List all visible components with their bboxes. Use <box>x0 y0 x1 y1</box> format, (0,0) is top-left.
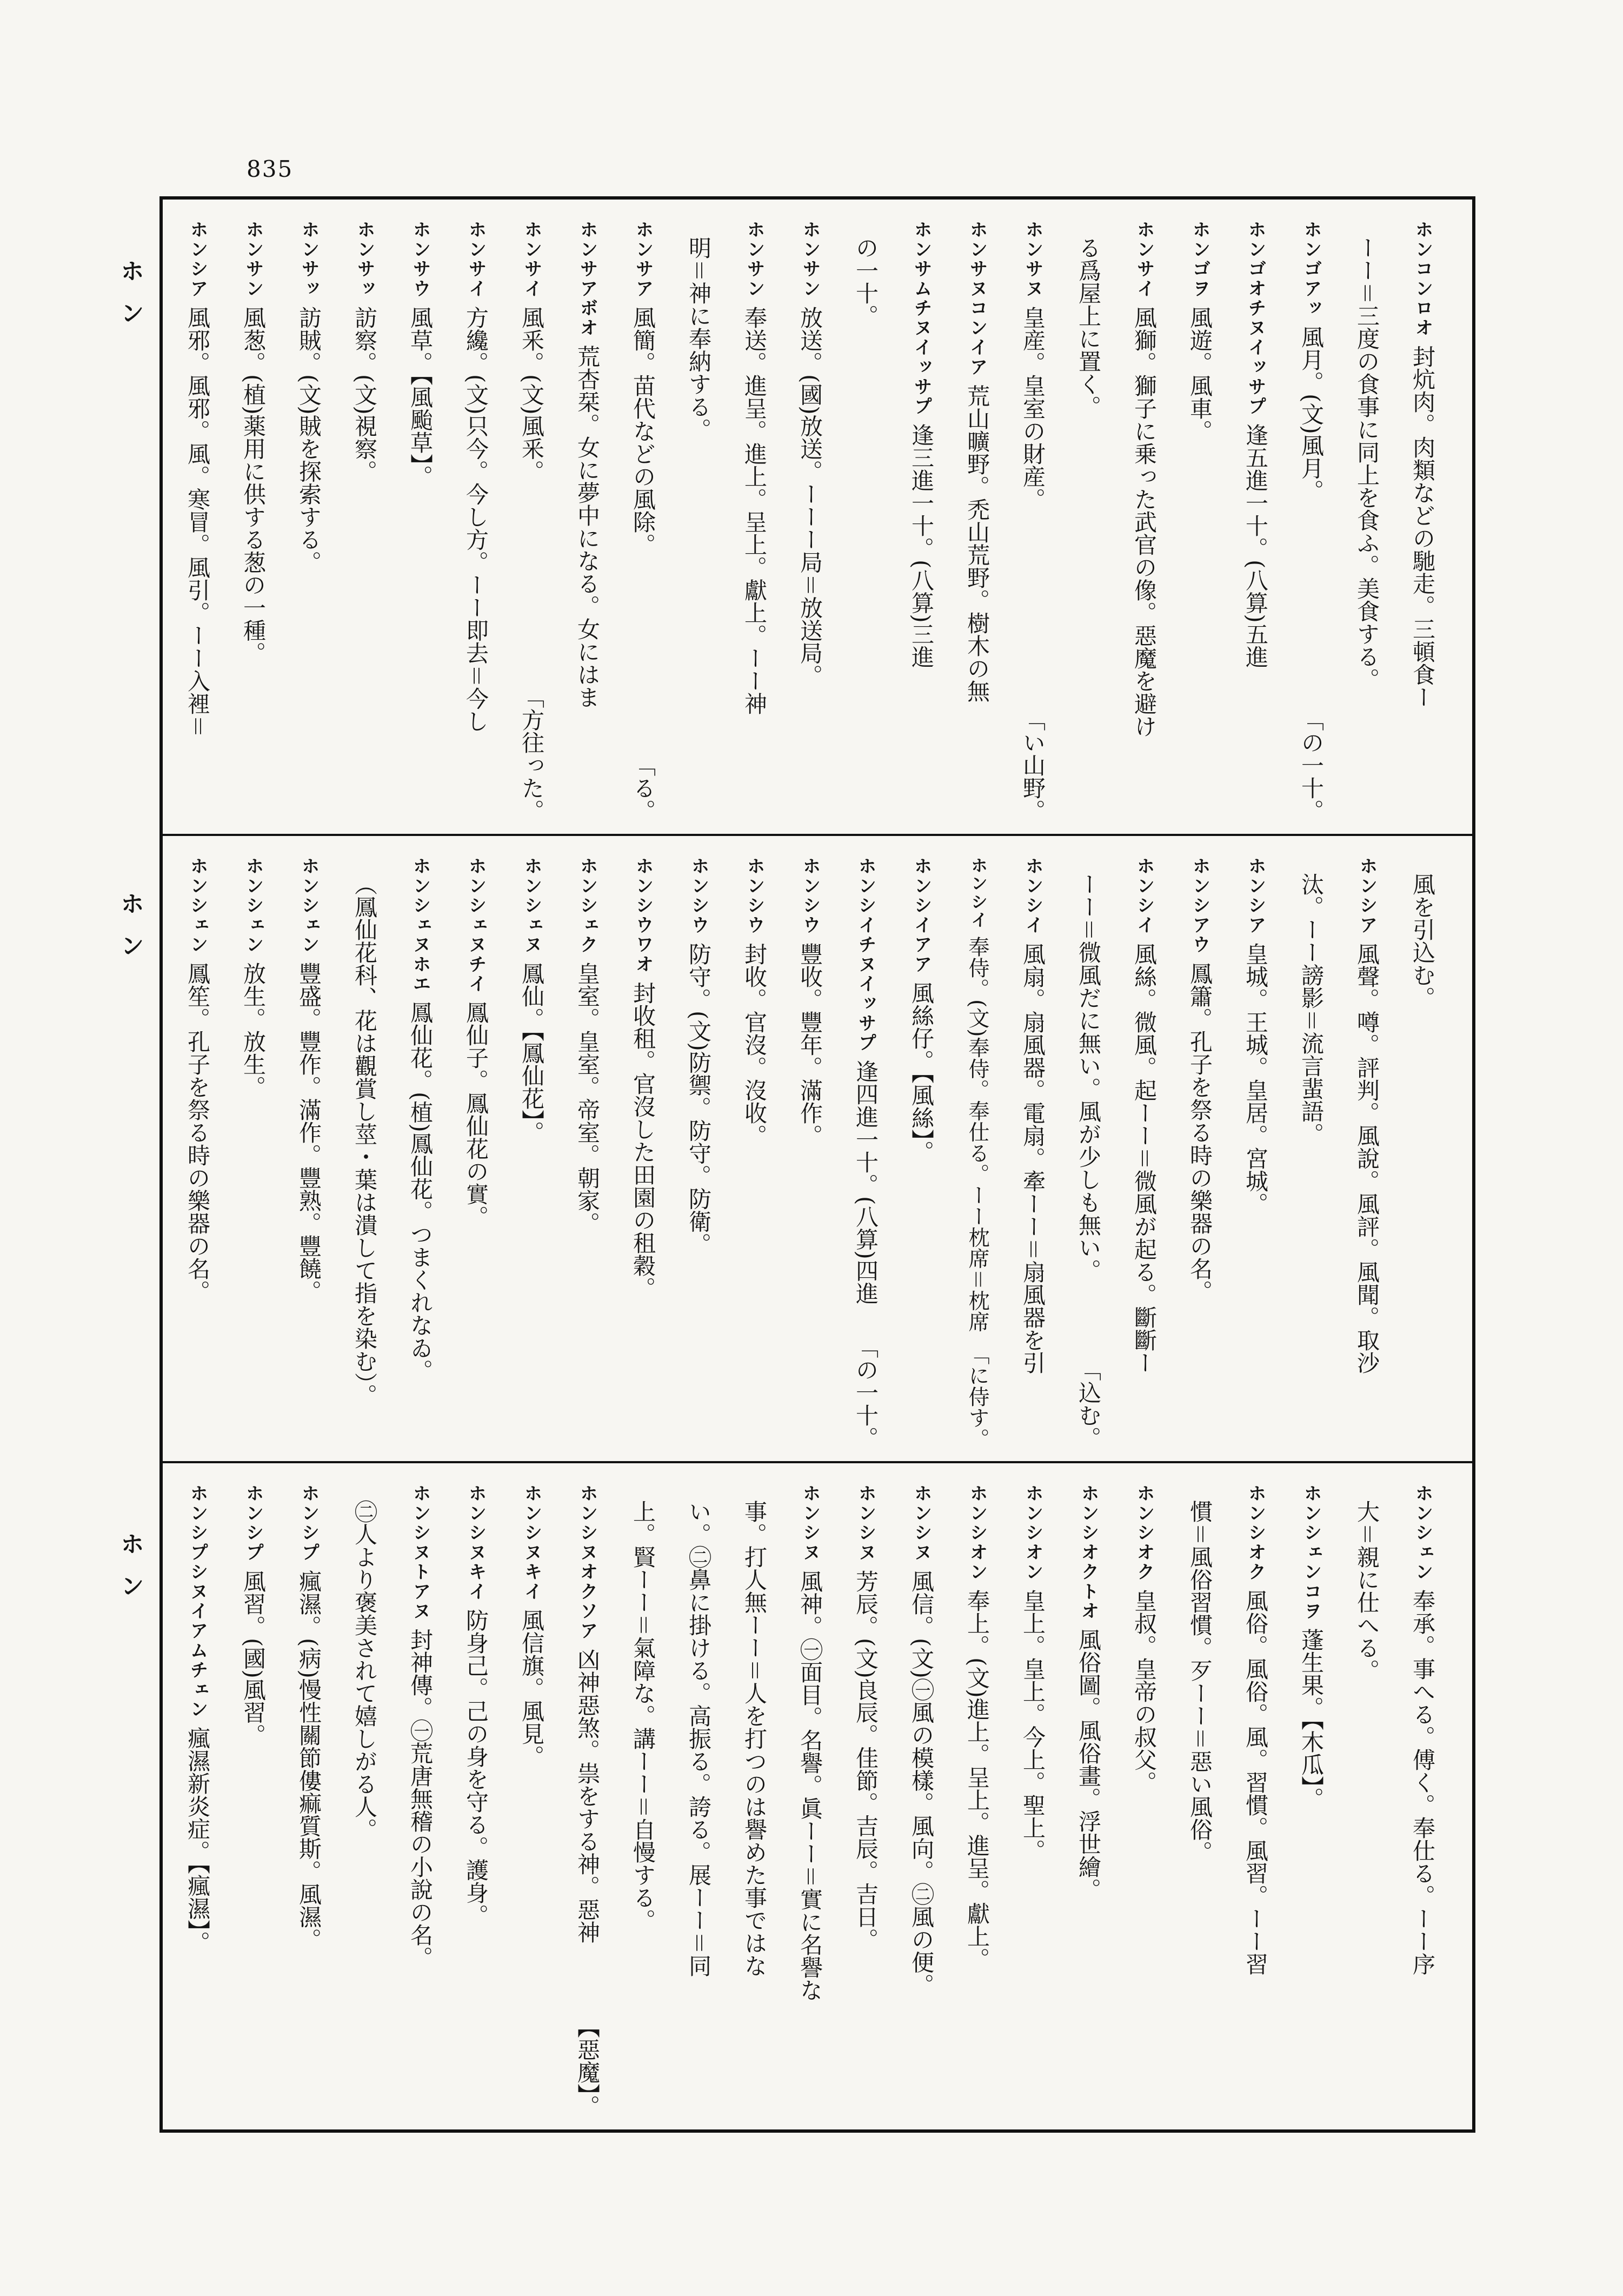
definition-text: 風草。【風颱草】。 <box>407 306 434 488</box>
entry-column <box>1005 1484 1061 2118</box>
definition-text: 風聲。噂。評判。風說。風評。風聞。取沙 <box>1354 942 1380 1374</box>
definition-text: 皇産。皇室の財産。 <box>1020 306 1046 510</box>
definition-text: 封炕肉。肉類などの馳走。三頓食ー <box>1409 345 1436 709</box>
headword: ホンシヌ <box>911 1484 933 1563</box>
entry-column <box>560 1484 615 2118</box>
entry-column <box>1339 857 1395 1449</box>
definition-text: 瘋濕新炎症。【瘋濕】。 <box>184 1726 211 1954</box>
definition-text: 放送。(國)放送。ーーー局＝放送局。 <box>797 306 823 687</box>
entry-column <box>281 857 337 1449</box>
headword: ホンシヌキイ <box>465 1484 487 1602</box>
definition-text: 風俗。風俗。風。習慣。風習。ーー習 <box>1242 1589 1269 1975</box>
entry-column <box>838 1484 894 2118</box>
definition-text: 風葱。(植)薬用に供する葱の一種。 <box>240 306 267 665</box>
definition-text: ーー＝微風だに無い。風が少しも無い。 <box>1075 873 1102 1282</box>
definition-text: 事。打人無ーー＝人を打つのは譽めた事ではな <box>741 1500 768 1978</box>
continuation-column <box>838 220 894 822</box>
headword: ホンシプ <box>243 1484 264 1563</box>
entry-column <box>170 1484 225 2118</box>
definition-text: ーー＝三度の食事に同上を食ふ。美食する。 <box>1354 236 1380 691</box>
headword: ホンシオン <box>1022 1484 1044 1582</box>
headword: ホンシェン <box>243 857 264 955</box>
continuation-column <box>337 857 393 1449</box>
headword: ホンサムチヌイッサプ <box>911 220 933 416</box>
thumb-index-label: ホン <box>116 891 144 976</box>
overflow-text: 「の一十。 <box>853 1336 879 1449</box>
headword: ホンシェク <box>577 857 598 955</box>
definition-text: 風を引込む。 <box>1409 873 1436 1009</box>
definition-text: 奉送。進呈。進上。呈上。獻上。ーー神 <box>741 306 768 715</box>
entry-column <box>1061 1484 1116 2118</box>
entry-column <box>560 220 615 822</box>
overflow-text: 【惡魔】。 <box>574 2015 601 2118</box>
entry-column <box>727 857 782 1449</box>
entry-column <box>1116 220 1172 822</box>
headword: ホンシイアア <box>911 857 933 974</box>
definition-text: 風絲。微風。起ーー＝微風が起る。斷斷ー <box>1131 942 1158 1374</box>
thumb-index-label: ホン <box>116 258 144 343</box>
entry-column <box>949 1484 1005 2118</box>
definition-text: 皇上。皇上。今上。聖上。 <box>1020 1589 1046 1862</box>
headword: ホンシェン <box>187 857 209 955</box>
entry-column <box>560 857 615 1449</box>
headword: ホンシア <box>1356 857 1378 935</box>
definition-text: 風遊。風車。 <box>1187 306 1213 442</box>
entry-column <box>225 857 281 1449</box>
entry-column <box>448 220 504 822</box>
entry-column <box>337 220 393 822</box>
entry-column <box>281 220 337 822</box>
definition-text: 鳳笙。孔子を祭る時の樂器の名。 <box>184 961 211 1303</box>
tier-middle <box>163 834 1472 1461</box>
thumb-index-label: ホン <box>116 1531 144 1616</box>
definition-text: 逢四進一十。(八算)四進 <box>853 1060 879 1305</box>
definition-text: 訪察。(文)視察。 <box>351 306 378 483</box>
dictionary-frame <box>159 196 1475 2133</box>
definition-text: 奉侍。(文)奉侍。奉仕る。ーー枕席＝枕席 <box>965 936 989 1332</box>
definition-text: い。㊁鼻に掛ける。高振る。誇る。展ーー＝同 <box>686 1500 712 1978</box>
definition-text: 奉承。事へる。傅く。奉仕る。ーー序 <box>1409 1589 1436 1975</box>
definition-text: 明＝神に奉納する。 <box>686 236 712 441</box>
definition-text: 汰。ーー謗影＝流言蜚語。 <box>1298 873 1325 1146</box>
continuation-column <box>671 220 727 822</box>
continuation-column <box>671 1484 727 2118</box>
headword: ホンサア <box>633 220 654 299</box>
definition-text: 皇城。王城。皇居。宮城。 <box>1242 942 1269 1215</box>
tier-top <box>163 200 1472 834</box>
definition-text: 豐收。豐年。滿作。 <box>797 942 823 1147</box>
definition-text: 風神。㊀面目。名譽。眞ーー＝實に名譽な <box>797 1569 823 2001</box>
entry-column <box>448 857 504 1449</box>
definition-text: 上。賢ーー＝氣障な。講ーー＝自慢する。 <box>630 1500 656 1932</box>
headword: ホンシェヌ <box>521 857 543 955</box>
entry-column <box>894 857 949 1449</box>
headword: ホンシェンコヲ <box>1301 1484 1322 1621</box>
definition-text: 方纔。(文)只今。今し方。ーー即去＝今し <box>463 306 489 733</box>
headword: ホンサッ <box>298 220 320 299</box>
headword: ホンシア <box>187 220 209 299</box>
entry-column <box>393 857 448 1449</box>
entry-column <box>1116 857 1172 1449</box>
entry-column <box>782 1484 838 2118</box>
headword: ホンコンロオ <box>1412 220 1434 338</box>
entry-column <box>170 857 225 1449</box>
definition-text: 芳辰。(文)良辰。佳節。吉辰。吉日。 <box>853 1569 879 1951</box>
headword: ホンシェヌチイ <box>465 857 487 994</box>
entry-column <box>615 220 671 822</box>
definition-text: 凶神惡煞。祟をする神。惡神 <box>574 1648 601 1943</box>
entry-column <box>170 220 225 822</box>
entry-column <box>1228 857 1283 1449</box>
definition-text: 放生。放生。 <box>240 961 267 1098</box>
headword: ホンシェン <box>298 857 320 955</box>
entry-column <box>894 220 949 822</box>
entry-column <box>504 220 560 822</box>
continuation-column <box>1339 220 1395 822</box>
headword: ホンサアボオ <box>577 220 598 338</box>
definition-text: ㊁人より褒美されて嬉しがる人。 <box>351 1500 378 1841</box>
continuation-column <box>615 1484 671 2118</box>
definition-text: 風扇。扇風器。電扇。牽ーー＝扇風器を引 <box>1020 942 1046 1374</box>
headword: ホンゴヲ <box>1189 220 1211 299</box>
definition-text: 荒杏栞。女に夢中になる。女にはま <box>574 345 601 709</box>
entry-column <box>782 220 838 822</box>
continuation-column <box>1283 857 1339 1449</box>
headword: ホンサイ <box>521 220 543 299</box>
entry-column <box>838 857 894 1449</box>
definition-text: 豐盛。豐作。滿作。豐熟。豐饒。 <box>296 961 322 1303</box>
headword: ホンシェヌホエ <box>410 857 431 994</box>
headword: ホンシヌ <box>855 1484 877 1563</box>
headword: ホンサン <box>243 220 264 299</box>
definition-text: 風俗圖。風俗畫。浮世繪。 <box>1075 1628 1102 1901</box>
definition-text: 奉上。(文)進上。呈上。進呈。獻上。 <box>964 1589 990 1970</box>
headword: ホンシプシヌイアムチェン <box>187 1484 209 1720</box>
entry-column <box>949 220 1005 822</box>
definition-text: 逢三進一十。(八算)三進 <box>908 423 935 668</box>
definition-text: 風邪。風邪。風。寒冒。風引。ーー入裡＝ <box>184 306 211 738</box>
definition-text: 風獅。獅子に乗った武官の像。惡魔を避け <box>1131 306 1158 738</box>
headword: ホンサッ <box>354 220 376 299</box>
entry-column <box>504 1484 560 2118</box>
headword: ホンシイ <box>1022 857 1044 935</box>
entry-column <box>225 1484 281 2118</box>
overflow-text: 「る。 <box>630 754 656 822</box>
entry-column <box>1283 220 1339 822</box>
definition-text: 風絲仔。【風絲】。 <box>908 981 935 1164</box>
definition-text: る爲屋上に置く。 <box>1075 236 1102 418</box>
continuation-column <box>1339 1484 1395 2118</box>
definition-text: 封神傳。㊀荒唐無稽の小說の名。 <box>407 1628 434 1969</box>
entry-column <box>1005 220 1061 822</box>
overflow-text: 「い山野。 <box>1020 708 1046 822</box>
headword: ホンサン <box>744 220 766 299</box>
continuation-column <box>1395 857 1451 1449</box>
headword: ホンシア <box>1245 857 1267 935</box>
definition-text: 瘋濕。(病)慢性關節僂痲質斯。風濕。 <box>296 1569 322 1951</box>
definition-text: 鳳仙花。(植)鳳仙花。つまくれなゐ。 <box>407 1001 434 1383</box>
headword: ホンシウ <box>688 857 710 935</box>
entry-column <box>1116 1484 1172 2118</box>
definition-text: 封收租。官沒した田園の租穀。 <box>630 981 656 1300</box>
definition-text: 防守。(文)防禦。防守。防衛。 <box>686 942 712 1256</box>
entry-column <box>949 857 1005 1449</box>
headword: ホンサヌ <box>1022 220 1044 299</box>
definition-text: 逢五進一十。(八算)五進 <box>1242 423 1269 668</box>
entry-column <box>1395 1484 1451 2118</box>
definition-text: 封收。官沒。沒收。 <box>741 942 768 1147</box>
continuation-column <box>1061 857 1116 1449</box>
headword: ホンシヌオクソア <box>577 1484 598 1641</box>
definition-text: 皇叔。皇帝の叔父。 <box>1131 1589 1158 1794</box>
headword: ホンシイ <box>1134 857 1155 935</box>
tier-bottom <box>163 1461 1472 2129</box>
entry-column <box>1283 1484 1339 2118</box>
entry-column <box>894 1484 949 2118</box>
entry-column <box>1228 1484 1283 2118</box>
headword: ホンサヌコンイア <box>967 220 988 377</box>
headword: ホンシイ <box>968 857 987 930</box>
entry-column <box>225 220 281 822</box>
entry-column <box>782 857 838 1449</box>
definition-text: 大＝親に仕へる。 <box>1354 1500 1380 1682</box>
definition-text: 鳳仙子。鳳仙花の實。 <box>463 1001 489 1229</box>
entry-column <box>281 1484 337 2118</box>
entry-column <box>1005 857 1061 1449</box>
definition-text: 鳳仙。【鳳仙花】。 <box>518 961 545 1144</box>
entry-column <box>727 220 782 822</box>
entry-column <box>504 857 560 1449</box>
headword: ホンシイチヌイッサプ <box>855 857 877 1053</box>
headword: ホンシオク <box>1134 1484 1155 1582</box>
definition-text: 蓬生果。【木瓜】。 <box>1298 1628 1325 1810</box>
entry-column <box>615 857 671 1449</box>
definition-text: 風簡。苗代などの風除。 <box>630 306 656 556</box>
definition-text: 皇室。皇室。帝室。朝家。 <box>574 961 601 1235</box>
definition-text: 荒山曠野。禿山荒野。樹木の無 <box>964 384 990 702</box>
headword: ホンシウ <box>744 857 766 935</box>
definition-text: 風信旗。風見。 <box>518 1609 545 1768</box>
definition-text: 鳳簫。孔子を祭る時の樂器の名。 <box>1187 961 1213 1303</box>
definition-text: 訪賊。(文)賊を探索する。 <box>296 306 322 574</box>
continuation-column <box>727 1484 782 2118</box>
headword: ホンシオクトオ <box>1078 1484 1100 1621</box>
definition-text: 風信。(文)㊀風の模樣。風向。㊁風の便。 <box>908 1569 935 1996</box>
entry-column <box>671 857 727 1449</box>
entry-column <box>448 1484 504 2118</box>
headword: ホンゴオチヌイッサプ <box>1245 220 1267 416</box>
definition-text: 風月。(文)風月。 <box>1298 325 1325 502</box>
headword: ホンゴアッ <box>1301 220 1322 318</box>
headword: ホンサン <box>800 220 821 299</box>
page-number: 835 <box>247 156 294 182</box>
definition-text: （鳳仙花科、花は觀賞し莖・葉は潰して指を染む）。 <box>351 873 378 1406</box>
headword: ホンシヌキイ <box>521 1484 543 1602</box>
headword: ホンシェン <box>1412 1484 1434 1582</box>
definition-text: 防身己。己の身を守る。護身。 <box>463 1609 489 1927</box>
headword: ホンシオン <box>967 1484 988 1582</box>
entry-column <box>1172 220 1228 822</box>
overflow-text: 「方往った。 <box>518 686 545 822</box>
headword: ホンサイ <box>1134 220 1155 299</box>
headword: ホンサウ <box>410 220 431 299</box>
headword: ホンシプ <box>298 1484 320 1563</box>
headword: ホンシオク <box>1245 1484 1267 1582</box>
continuation-column <box>337 1484 393 2118</box>
headword: ホンシアウ <box>1189 857 1211 955</box>
entry-column <box>1172 857 1228 1449</box>
continuation-column <box>1061 220 1116 822</box>
entry-column <box>393 220 448 822</box>
headword: ホンシウ <box>800 857 821 935</box>
overflow-text: 「込む。 <box>1075 1358 1102 1449</box>
definition-text: 風習。(國)風習。 <box>240 1569 267 1747</box>
headword: ホンシヌトアヌ <box>410 1484 431 1621</box>
entry-column <box>1228 220 1283 822</box>
definition-text: 慣＝風俗習慣。歹ーー＝惡い風俗。 <box>1187 1500 1213 1864</box>
entry-column <box>393 1484 448 2118</box>
definition-text: 風釆。(文)風釆。 <box>518 306 545 483</box>
overflow-text: 「の一十。 <box>1298 708 1325 822</box>
headword: ホンサイ <box>465 220 487 299</box>
headword: ホンシヌ <box>800 1484 821 1563</box>
definition-text: の一十。 <box>853 236 879 327</box>
overflow-text: 「に侍す。 <box>965 1344 989 1449</box>
continuation-column <box>1172 1484 1228 2118</box>
entry-column <box>1395 220 1451 822</box>
headword: ホンシウワオ <box>633 857 654 974</box>
